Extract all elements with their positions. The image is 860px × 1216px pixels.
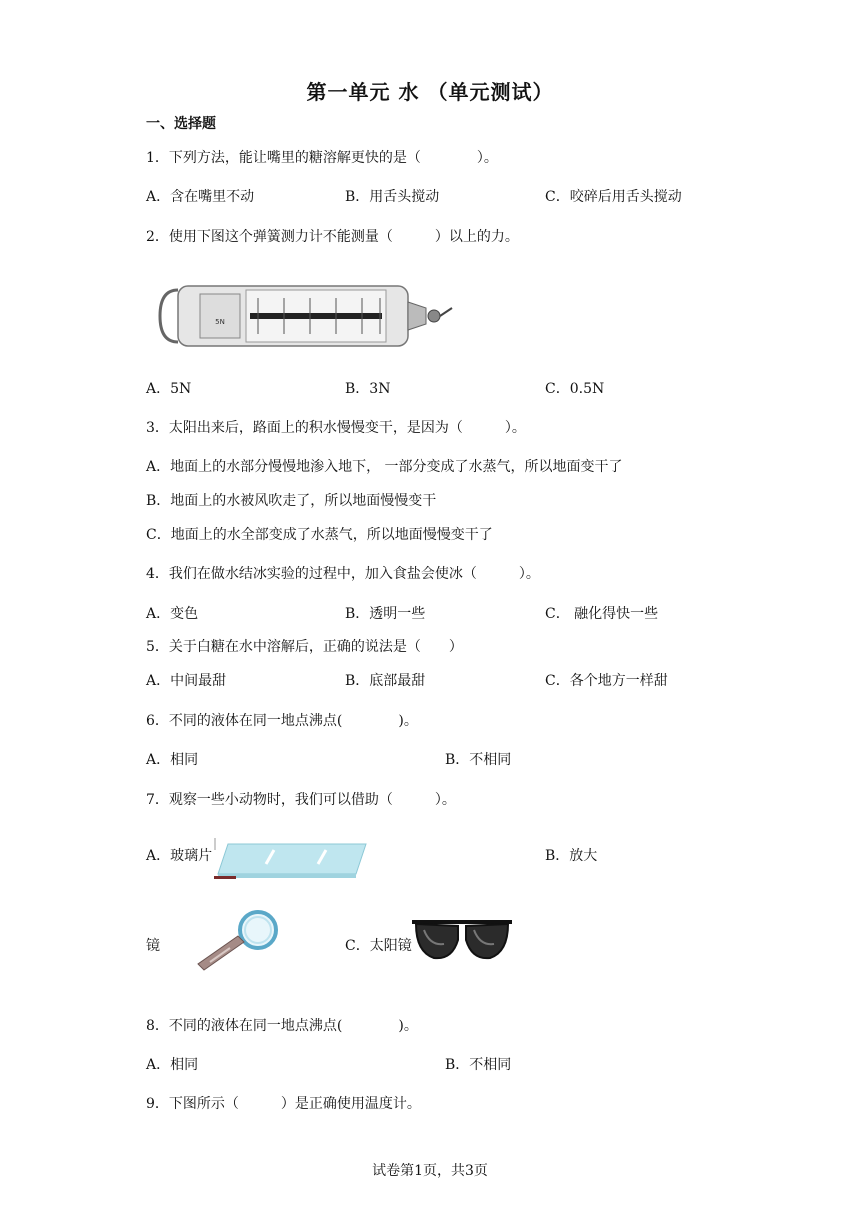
q7-option-a: A．玻璃片 bbox=[146, 848, 213, 864]
spring-scale-image bbox=[150, 278, 455, 354]
q7-option-b-continued: 镜 bbox=[146, 938, 160, 954]
question-5-stem: 5．关于白糖在水中溶解后，正确的说法是（ ） bbox=[146, 639, 463, 655]
question-1-stem: 1．下列方法，能让嘴里的糖溶解更快的是（ ）。 bbox=[146, 150, 498, 166]
sunglasses-image bbox=[410, 916, 514, 966]
q7-option-c: C．太阳镜 bbox=[345, 938, 412, 954]
q6-option-a: A．相同 bbox=[146, 752, 199, 768]
q1-option-b: B．用舌头搅动 bbox=[345, 189, 440, 205]
q2-option-a: A．5N bbox=[146, 381, 192, 397]
question-4-stem: 4．我们在做水结冰实验的过程中，加入食盐会使冰（ ）。 bbox=[146, 566, 540, 582]
q5-option-b: B．底部最甜 bbox=[345, 673, 426, 689]
q5-option-c: C．各个地方一样甜 bbox=[545, 673, 668, 689]
question-7-stem: 7．观察一些小动物时，我们可以借助（ ）。 bbox=[146, 792, 456, 808]
q4-option-a: A．变色 bbox=[146, 606, 199, 622]
q4-option-b: B．透明一些 bbox=[345, 606, 426, 622]
q8-option-a: A．相同 bbox=[146, 1057, 199, 1073]
q4-option-c: C． 融化得快一些 bbox=[545, 606, 659, 622]
page-title: 第一单元 水 （单元测试） bbox=[306, 80, 554, 104]
q5-option-a: A．中间最甜 bbox=[146, 673, 227, 689]
page-footer: 试卷第1页，共3页 bbox=[372, 1163, 488, 1179]
question-3-stem: 3．太阳出来后，路面上的积水慢慢变干，是因为（ ）。 bbox=[146, 420, 526, 436]
q1-option-c: C．咬碎后用舌头搅动 bbox=[545, 189, 682, 205]
q3-option-b: B．地面上的水被风吹走了，所以地面慢慢变干 bbox=[146, 493, 437, 509]
q1-option-a: A．含在嘴里不动 bbox=[146, 189, 255, 205]
q2-option-b: B．3N bbox=[345, 381, 391, 397]
scale-marking-label: 5N bbox=[215, 318, 225, 326]
glass-slide-image bbox=[214, 838, 370, 882]
q3-option-c: C．地面上的水全部变成了水蒸气，所以地面慢慢变干了 bbox=[146, 527, 493, 543]
question-2-stem: 2．使用下图这个弹簧测力计不能测量（ ）以上的力。 bbox=[146, 229, 519, 245]
q3-option-a: A．地面上的水部分慢慢地渗入地下， 一部分变成了水蒸气，所以地面变干了 bbox=[146, 459, 623, 475]
question-8-stem: 8．不同的液体在同一地点沸点( )。 bbox=[146, 1018, 418, 1034]
q2-option-c: C．0.5N bbox=[545, 381, 605, 397]
section-heading: 一、选择题 bbox=[146, 116, 216, 132]
question-6-stem: 6．不同的液体在同一地点沸点( )。 bbox=[146, 713, 418, 729]
q7-option-b: B．放大 bbox=[545, 848, 598, 864]
magnifying-glass-image bbox=[190, 906, 294, 976]
q8-option-b: B．不相同 bbox=[445, 1057, 512, 1073]
question-9-stem: 9．下图所示（ ）是正确使用温度计。 bbox=[146, 1096, 421, 1112]
q6-option-b: B．不相同 bbox=[445, 752, 512, 768]
